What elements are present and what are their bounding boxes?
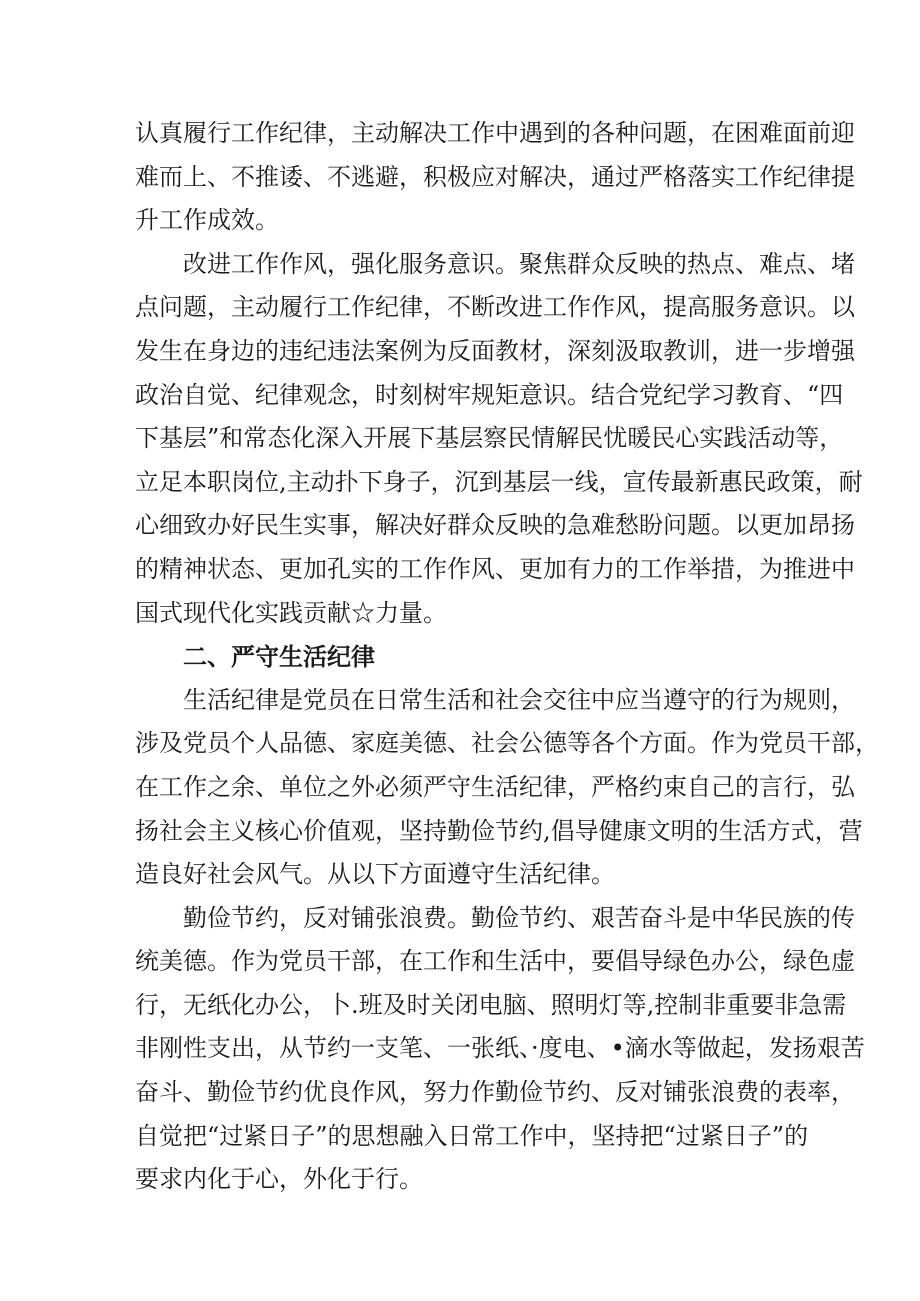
section-heading-text: 二、严守生活纪律 [183, 642, 375, 672]
text-line: 生活纪律是党员在日常生活和社会交往中应当遵守的行为规则， [183, 685, 855, 714]
text-line: 升工作成效。 [135, 206, 279, 235]
text-line: 统美德。作为党员干部，在工作和生活中，要倡导绿色办公，绿色虚 [135, 947, 855, 976]
text-line: 要求内化于心，外化于行。 [135, 1165, 423, 1194]
text-line: 扬社会主义核心价值观，坚持勤俭节约,倡导健康文明的生活方式，营 [135, 816, 863, 845]
text-line: 国式现代化实践贡献☆力量。 [135, 598, 447, 627]
text-line: 政治自觉、纪律观念，时刻树牢规矩意识。结合党纪学习教育、“四 [135, 380, 844, 409]
paragraph-frugality [135, 897, 865, 1202]
paragraph-life-discipline-intro [135, 679, 879, 897]
text-line: 认真履行工作纪律，主动解决工作中遇到的各种问题，在困难面前迎 [135, 119, 855, 147]
text-line: 难而上、不推诿、不逃避，积极应对解决，通过严格落实工作纪律提 [135, 162, 855, 191]
text-line: 下基层”和常态化深入开展下基层察民情解民忧暖民心实践活动等， [135, 424, 844, 453]
text-line: 发生在身边的违纪违法案例为反面教材，深刻汲取教训，进一步增强 [135, 336, 855, 365]
text-line: 勤俭节约，反对铺张浪费。勤俭节约、艰苦奋斗是中华民族的传 [183, 903, 855, 932]
section-heading [135, 635, 790, 679]
paragraph-work-discipline-continued [135, 112, 855, 243]
text-line: 心细致办好民生实事，解决好群众反映的急难愁盼问题。以更加昂扬 [135, 511, 855, 540]
text-line: 涉及党员个人品德、家庭美德、社会公德等各个方面。作为党员干部， [135, 729, 879, 758]
text-line: 立足本职岗位,主动扑下身子，沉到基层一线，宣传最新惠民政策，耐 [135, 467, 863, 496]
text-line: 造良好社会风气。从以下方面遵守生活纪律。 [135, 860, 615, 889]
text-line: 改进工作作风，强化服务意识。聚焦群众反映的热点、难点、堵 [183, 249, 855, 278]
paragraph-improve-work-style [135, 243, 863, 635]
text-line: 奋斗、勤俭节约优良作风，努力作勤俭节约、反对铺张浪费的表率， [135, 1078, 855, 1107]
text-line: 点问题，主动履行工作纪律，不断改进工作作风，提高服务意识。以 [135, 293, 855, 322]
text-line: 自觉把“过紧日子”的思想融入日常工作中，坚持把“过紧日子”的 [135, 1121, 809, 1150]
text-line: 的精神状态、更加孔实的工作作风、更加有力的工作举措，为推进中 [135, 554, 855, 583]
document-page [135, 112, 879, 1202]
text-line: 在工作之余、单位之外必须严守生活纪律，严格约束自己的言行，弘 [135, 772, 855, 801]
text-line: 行，无纸化办公，卜.班及时关闭电脑、照明灯等,控制非重要非急需 [135, 990, 847, 1019]
text-line: 非刚性支出，从节约一支笔、一张纸、·度电、•滴水等做起，发扬艰苦 [135, 1034, 865, 1063]
